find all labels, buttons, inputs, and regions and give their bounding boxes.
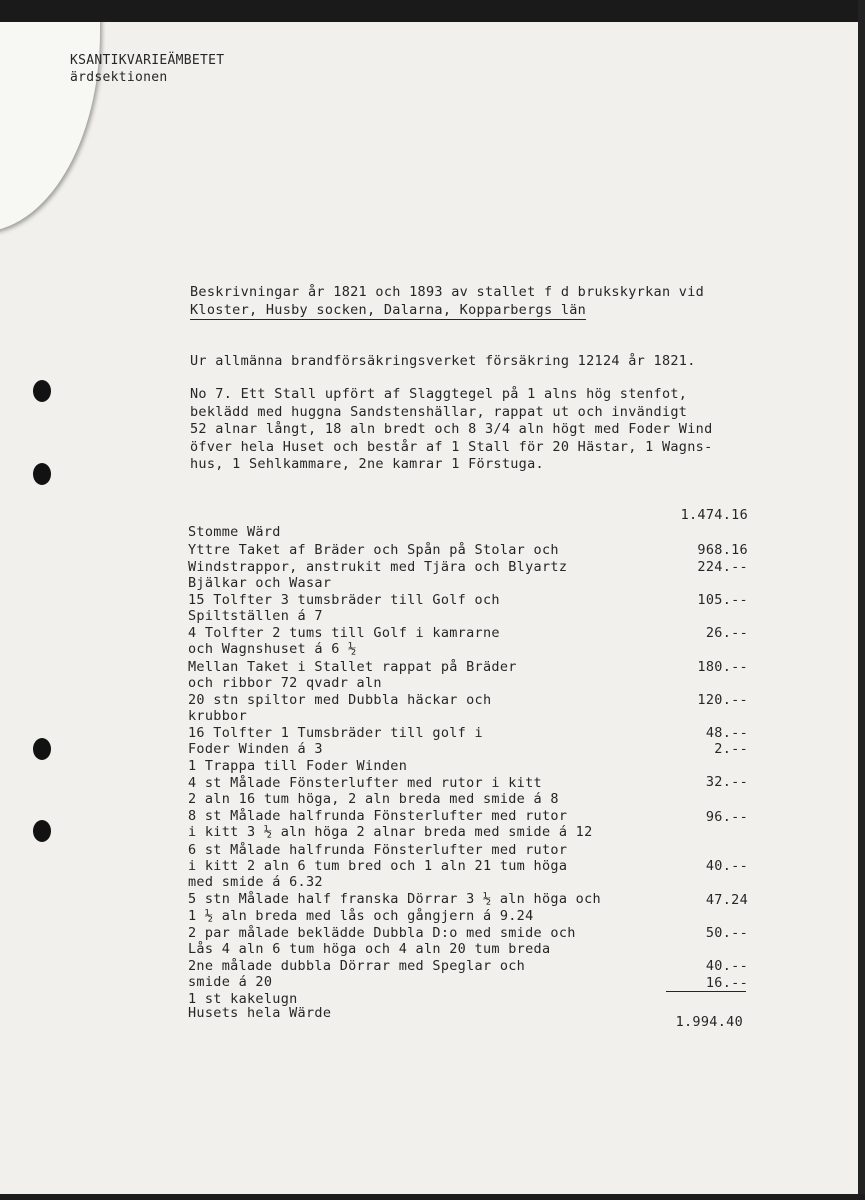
description-line: beklädd med huggna Sandstenshällar, rappat ut och invändigt xyxy=(190,403,688,420)
amount: 96.-- xyxy=(705,809,748,825)
item-line: Mellan Taket i Stallet rappat på Bräder xyxy=(188,659,517,675)
item-line: och Wagnshuset á 6 ½ xyxy=(188,641,357,657)
item-line: Bjälkar och Wasar xyxy=(188,575,332,591)
amount: 2.-- xyxy=(714,741,748,757)
item-line: i kitt 3 ½ aln höga 2 alnar breda med smide á 12 xyxy=(188,824,593,840)
item-line: i kitt 2 aln 6 tum bred och 1 aln 21 tum höga xyxy=(188,858,568,874)
punch-hole xyxy=(33,820,51,842)
sum-rule xyxy=(666,991,746,992)
scan-border-bottom xyxy=(0,1194,865,1200)
amount: 50.-- xyxy=(705,925,748,941)
item-line: 2 aln 16 tum höga, 2 aln breda med smide á 8 xyxy=(188,791,559,807)
item-line: Yttre Taket af Bräder och Spån på Stolar och xyxy=(188,542,559,558)
item-line: 8 st Målade halfrunda Fönsterlufter med rutor xyxy=(188,808,568,824)
item-line: 1 ½ aln breda med lås och gångjern á 9.24 xyxy=(188,908,534,924)
item-line: krubbor xyxy=(188,708,247,724)
document-title-line-2: Kloster, Husby socken, Dalarna, Kopparbergs län xyxy=(190,302,587,318)
item-line: 2 par målade beklädde Dubbla D:o med smide och xyxy=(188,925,576,941)
amount: 224.-- xyxy=(697,559,748,575)
item-line: 4 st Målade Fönsterlufter med rutor i kitt xyxy=(188,775,542,791)
amount: 968.16 xyxy=(697,542,748,558)
item-line: 15 Tolfter 3 tumsbräder till Golf och xyxy=(188,592,500,608)
description-line: 52 alnar långt, 18 aln bredt och 8 3/4 aln högt med Foder Wind xyxy=(190,421,713,437)
header-section: ärdsektionen xyxy=(70,70,168,85)
header-agency: KSANTIKVARIEÄMBETET xyxy=(70,53,225,68)
amount: 32.-- xyxy=(705,774,748,790)
item-line: Windstrappor, anstrukit med Tjära och Blyartz xyxy=(188,559,568,575)
item-line: 16 Tolfter 1 Tumsbräder till golf i xyxy=(188,725,483,741)
item-line: med smide á 6.32 xyxy=(188,874,323,890)
item-line: Stomme Wärd xyxy=(188,524,281,540)
amount: 26.-- xyxy=(705,625,748,641)
item-line: 4 Tolfter 2 tums till Golf i kamrarne xyxy=(188,625,500,641)
document-title-line-1: Beskrivningar år 1821 och 1893 av stallet f d brukskyrkan vid xyxy=(190,284,705,300)
scan-border-top xyxy=(0,0,865,22)
item-line: och ribbor 72 qvadr aln xyxy=(188,675,382,691)
item-line: 2ne målade dubbla Dörrar med Speglar och xyxy=(188,958,526,974)
amount: 40.-- xyxy=(705,858,748,874)
amount: 16.-- xyxy=(705,975,748,991)
description-line: hus, 1 Sehlkammare, 2ne kamrar 1 Förstuga. xyxy=(190,456,544,472)
item-line: Spiltställen á 7 xyxy=(188,608,323,624)
item-line: Lås 4 aln 6 tum höga och 4 aln 20 tum breda xyxy=(188,941,551,957)
description-line: No 7. Ett Stall upfört af Slaggtegel på 1 alns hög stenfot, xyxy=(190,386,688,402)
building-description xyxy=(190,386,713,474)
insurance-reference: Ur allmänna brandförsäkringsverket försäkring 12124 år 1821. xyxy=(190,353,696,369)
amount: 47.24 xyxy=(705,892,748,908)
item-line: Foder Winden á 3 xyxy=(188,741,323,757)
document-page xyxy=(0,22,858,1194)
item-line: 1 Trappa till Foder Winden xyxy=(188,758,408,774)
item-line: smide á 20 xyxy=(188,974,273,990)
amount: 105.-- xyxy=(697,592,748,608)
item-line: 5 stn Målade half franska Dörrar 3 ½ aln höga och xyxy=(188,891,601,907)
description-line: öfver hela Huset och består af 1 Stall för 20 Hästar, 1 Wagns- xyxy=(190,438,713,455)
total-value: 1.994.40 xyxy=(675,1014,743,1030)
item-line: 6 st Målade halfrunda Fönsterlufter med rutor xyxy=(188,842,568,858)
amount: 120.-- xyxy=(697,692,748,708)
scan-border-right xyxy=(858,0,865,1200)
punch-hole xyxy=(33,463,51,485)
punch-hole xyxy=(33,738,51,760)
item-line: 1 st kakelugn xyxy=(188,991,298,1007)
amount: 1.474.16 xyxy=(680,507,748,523)
amount: 180.-- xyxy=(697,659,748,675)
punch-hole xyxy=(33,380,51,402)
amount: 48.-- xyxy=(705,725,748,741)
amount: 40.-- xyxy=(705,958,748,974)
total-label: Husets hela Wärde xyxy=(188,1005,332,1021)
bleed-through-text xyxy=(195,92,795,148)
item-line: 20 stn spiltor med Dubbla häckar och xyxy=(188,692,492,708)
